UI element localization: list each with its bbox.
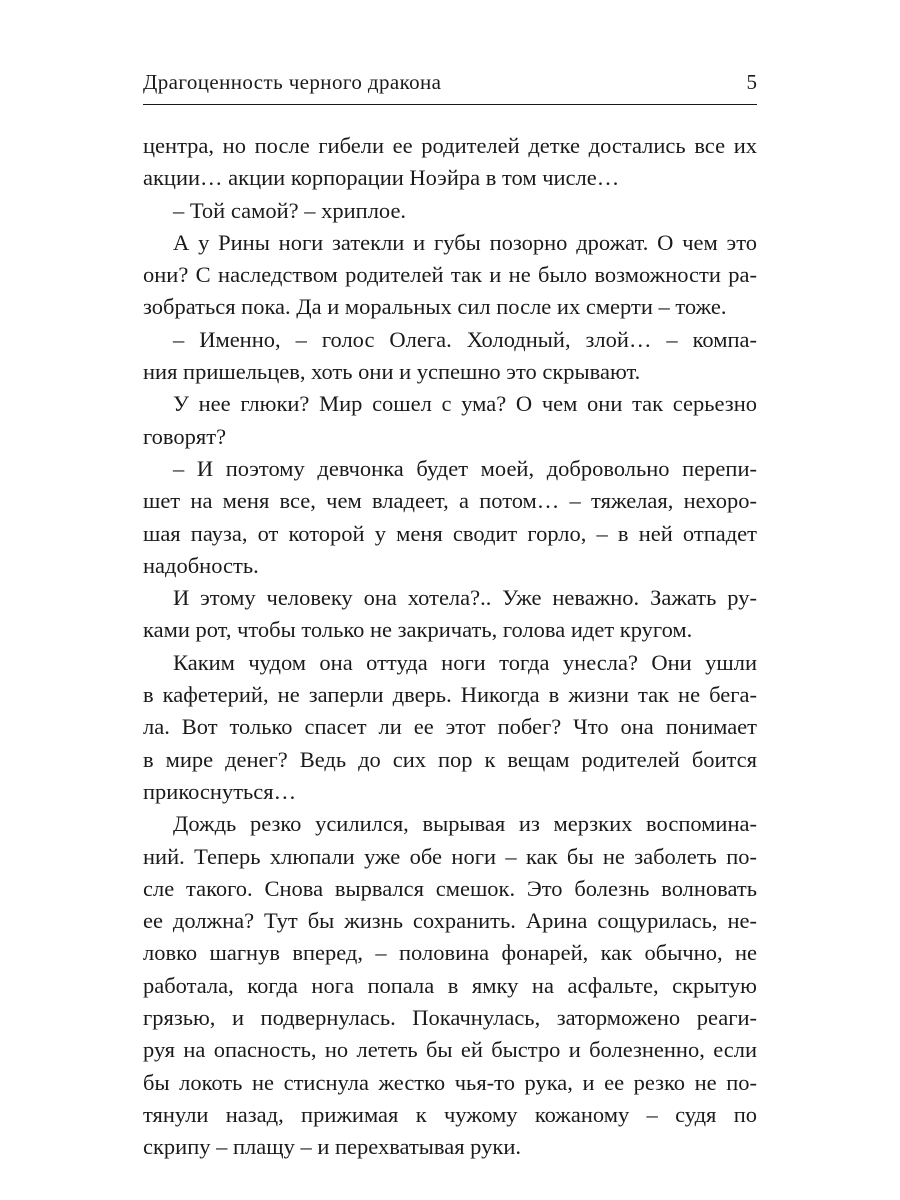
text-line: ловко шагнув вперед, – половина фонарей, как обычно, не [143,940,757,966]
text-line: ками рот, чтобы только не закричать, голова идет кругом. [143,617,693,643]
text-line: центра, но после гибели ее родителей детке достались все их [143,133,757,158]
text-line: скрипу – плащу – и перехватывая руки. [143,1134,521,1160]
text-line: А у Рины ноги затекли и губы позорно дрожат. О чем это [173,229,757,255]
text-line: ний. Теперь хлюпали уже обе ноги – как бы не заболеть по- [143,843,757,869]
text-line: работала, когда нога попала в ямку на асфальте, скрытую [143,972,757,998]
book-title: Драгоценность черного дракона [143,70,442,94]
running-head [143,66,757,98]
text-line: – И поэтому девчонка будет моей, добровольно перепи- [173,455,757,481]
text-line: говорят? [143,423,227,449]
text-line: они? С наследством родителей так и не было возможности ра- [143,262,757,288]
text-line: Дождь резко усилился, вырывая из мерзких воспомина- [173,811,757,837]
text-line: сле такого. Снова вырвался смешок. Это болезнь волновать [143,875,757,901]
text-line: зобраться пока. Да и моральных сил после их смерти – тоже. [143,294,727,320]
text-line: И этому человеку она хотела?.. Уже неважно. Зажать ру- [173,585,757,611]
text-line: – Именно, – голос Олега. Холодный, злой… – компа- [173,326,757,352]
text-line: бы локоть не стиснула жестко чья-то рука, и ее резко не по- [143,1069,757,1095]
text-line: надобность. [143,552,259,578]
text-line: Каким чудом она оттуда ноги тогда унесла? Они ушли [173,649,757,675]
text-line: шая пауза, от которой у меня сводит горло, – в ней отпадет [143,520,757,546]
text-line: в мире денег? Ведь до сих пор к вещам родителей боится [143,746,757,772]
text-line: акции… акции корпорации Ноэйра в том числе… [143,165,620,191]
text-line: грязью, и подвернулась. Покачнулась, заторможено реаги- [143,1005,757,1031]
text-line: прикоснуться… [143,778,297,804]
text-line: шет на меня все, чем владеет, а потом… – тяжелая, нехоро- [143,488,757,514]
text-line: тянули назад, прижимая к чужому кожаному – судя по [143,1101,757,1127]
text-line: ее должна? Тут бы жизнь сохранить. Арина сощурилась, не- [143,908,757,934]
text-line: У нее глюки? Мир сошел с ума? О чем они так серьезно [173,391,757,417]
header-rule [143,104,757,105]
text-line: в кафетерий, не заперли дверь. Никогда в жизни так не бега- [143,682,757,708]
text-line: ла. Вот только спасет ли ее этот побег? Что она понимает [143,714,757,740]
body-text [143,130,757,1164]
text-line: руя на опасность, но лететь бы ей быстро и болезненно, если [143,1037,757,1063]
text-line: – Той самой? – хриплое. [173,197,407,223]
page-number: 5 [746,70,757,94]
text-line: ния пришельцев, хоть они и успешно это скрывают. [143,359,641,385]
